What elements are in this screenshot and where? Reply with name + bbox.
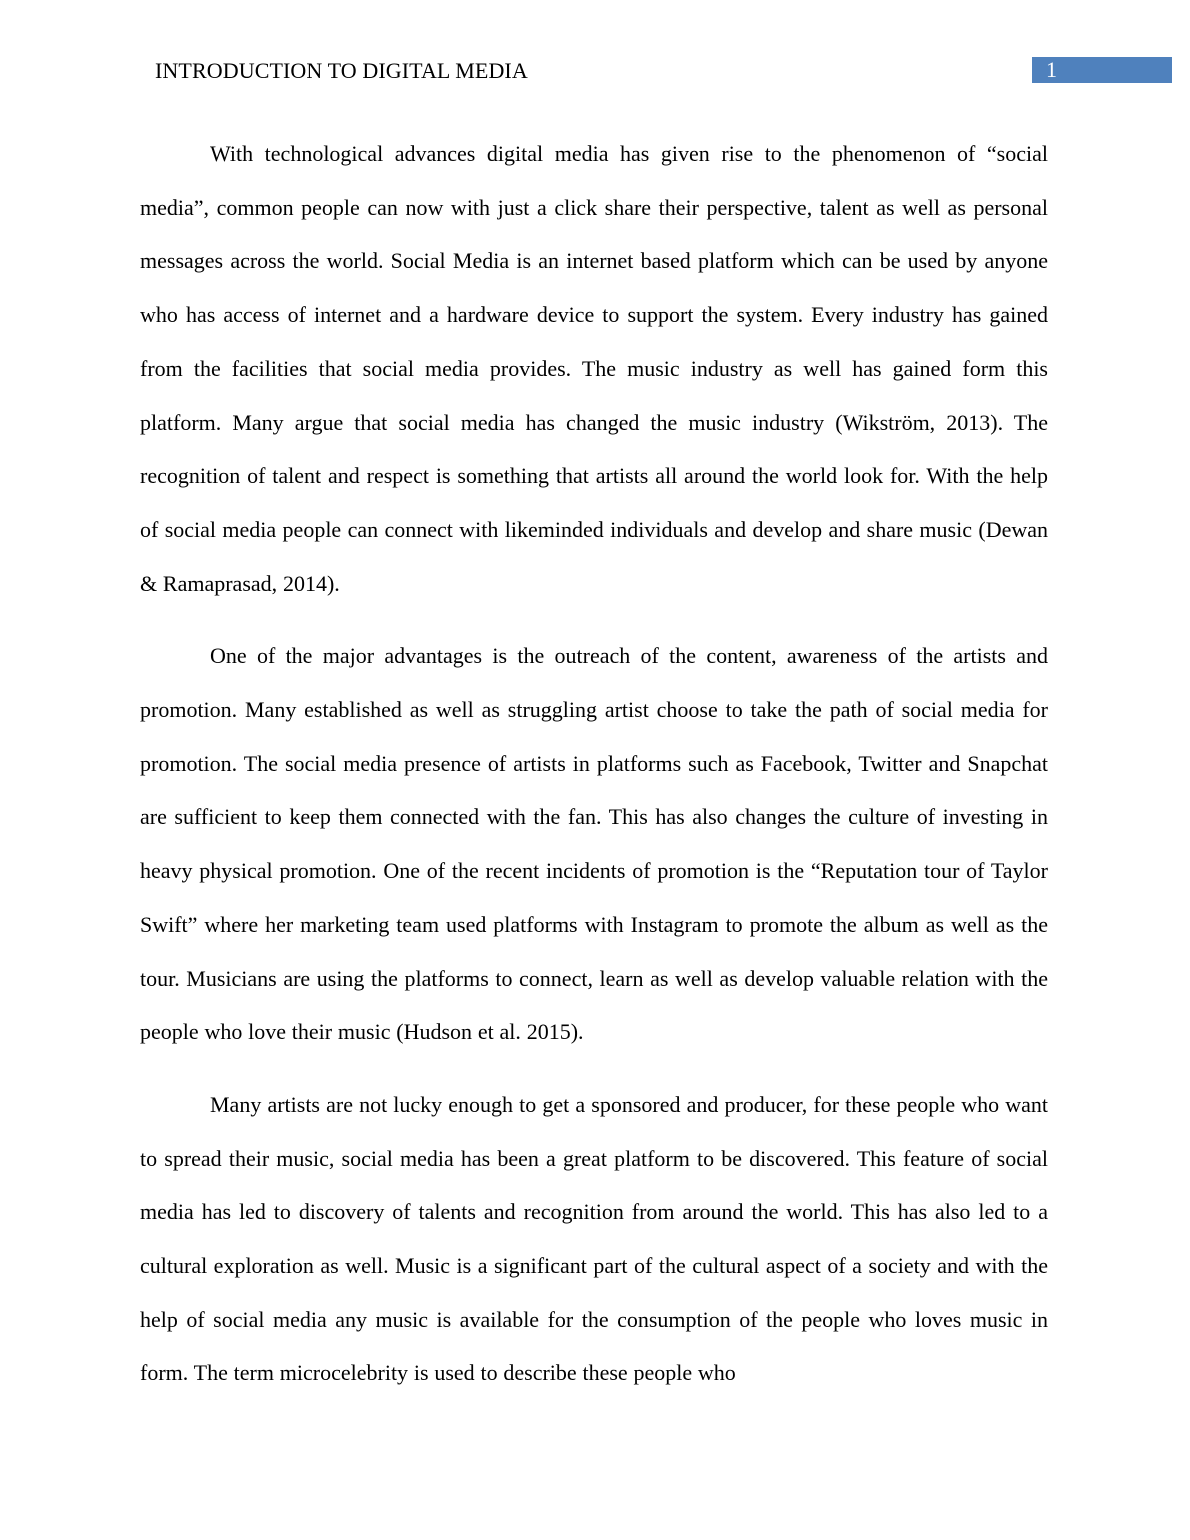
running-header-title: INTRODUCTION TO DIGITAL MEDIA (155, 58, 528, 83)
page-number: 1 (1046, 57, 1057, 82)
paragraph-social-media-intro: With technological advances digital media has given rise to the phenomenon of “social media”, common people can now with just a click share their perspective, talent as well as personal messages across the world. Social Media is an internet based platform which can be used by anyone who has access of internet and a hardware device to support the system. Every industry has gained from the facilities that social media provides. The music industry as well has gained form this platform. Many argue that social media has changed the music industry (Wikström, 2013). The recognition of talent and respect is something that artists all around the world look for. With the help of social media people can connect with likeminded individuals and develop and share music (Dewan & Ramaprasad, 2014). (140, 141, 1048, 596)
paragraph-discovery-microcelebrity: Many artists are not lucky enough to get a sponsored and producer, for these people who want to spread their music, social media has been a great platform to be discovered. This feature of social media has led to discovery of talents and recognition from around the world. This has also led to a cultural exploration as well. Music is a significant part of the cultural aspect of a society and with the help of social media any music is available for the consumption of the people who loves music in form. The term microcelebrity is used to describe these people who (140, 1091, 1048, 1386)
paragraph-promotion-advantages: One of the major advantages is the outreach of the content, awareness of the artists and promotion. Many established as well as struggling artist choose to take the path of social media for promotion. The social media presence of artists in platforms such as Facebook, Twitter and Snapchat are sufficient to keep them connected with the fan. This has also changes the culture of investing in heavy physical promotion. One of the recent incidents of promotion is the “Reputation tour of Taylor Swift” where her marketing team used platforms with Instagram to promote the album as well as the tour. Musicians are using the platforms to connect, learn as well as develop valuable relation with the people who love their music (Hudson et al. 2015). (140, 643, 1048, 1045)
document-body (140, 127, 1048, 1419)
page-number-badge (1032, 57, 1172, 83)
